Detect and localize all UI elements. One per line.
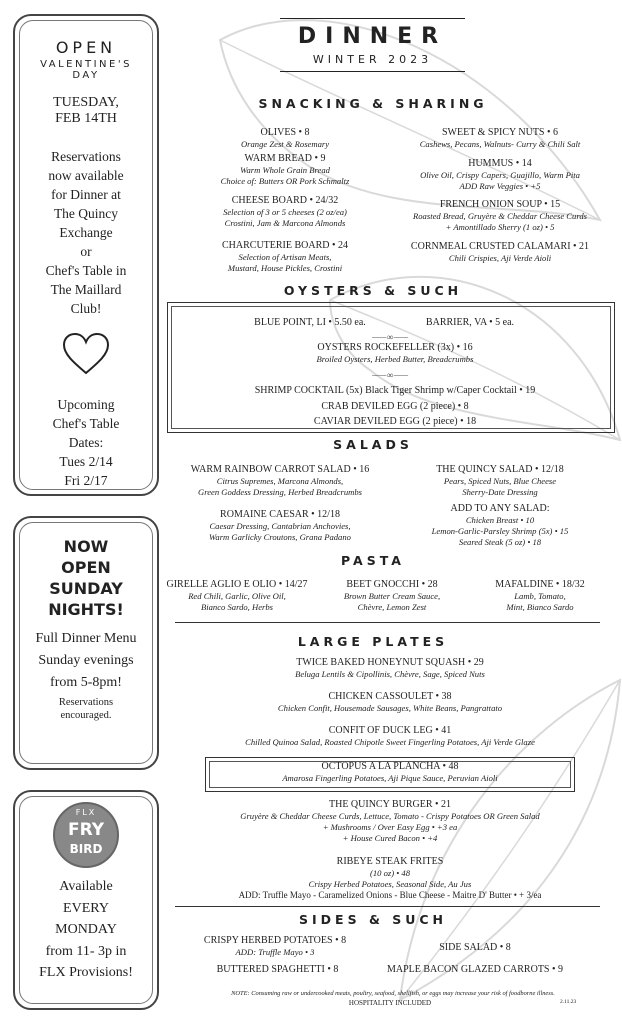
item-desc: Crostini, Jam & Marcona Almonds xyxy=(224,218,346,228)
item-name: FRENCH ONION SOUP • 15 xyxy=(439,199,561,210)
item-desc: Roasted Bread, Gruyère & Cheddar Cheese Curds xyxy=(413,211,587,221)
sunday-headline: NOW xyxy=(63,537,109,556)
item-desc: Crispy Herbed Potatoes, Seasonal Side, Au Jus xyxy=(308,879,472,889)
item-shrimp-cocktail: SHRIMP COCKTAIL (5x) Black Tiger Shrimp w/Caper Cocktail • 19 xyxy=(254,385,536,396)
menu-item xyxy=(185,153,385,187)
item-carrots: MAPLE BACON GLAZED CARROTS • 9 xyxy=(386,964,563,975)
section-title: LARGE PLATES xyxy=(297,634,449,649)
open-heading: OPEN xyxy=(55,38,117,57)
day-heading: DAY xyxy=(72,70,100,81)
item-desc: Seared Steak (5 oz) • 18 xyxy=(458,537,542,547)
item-desc: Cashews, Pecans, Walnuts- Curry & Chili Salt xyxy=(419,139,581,149)
valentines-panel xyxy=(13,14,159,496)
menu-item xyxy=(165,799,615,844)
item-name: SWEET & SPICY NUTS • 6 xyxy=(441,127,558,138)
item-name: GIRELLE AGLIO E OLIO • 14/27 xyxy=(166,579,308,590)
menu-item xyxy=(162,579,312,613)
menu-item xyxy=(185,240,385,274)
item-desc: Olive Oil, Crispy Capers, Guajillo, Warm Pita xyxy=(420,170,580,180)
item-name: MAFALDINE • 18/32 xyxy=(495,579,585,590)
item-desc: Chèvre, Lemon Zest xyxy=(357,602,427,612)
header-rule-top xyxy=(280,18,465,19)
footer-note: NOTE: Consuming raw or undercooked meats, poultry, seafood, shellfish, or eggs may increase your risk of foodborne illness. xyxy=(231,990,555,997)
item-caviar-egg: CAVIAR DEVILED EGG (2 piece) • 18 xyxy=(313,416,477,427)
item-name: ROMAINE CAESAR • 12/18 xyxy=(220,509,340,520)
oyster-bluepoint: BLUE POINT, LI • 5.50 ea. xyxy=(254,317,366,328)
menu-item xyxy=(400,503,600,548)
item-desc: (10 oz) • 48 xyxy=(369,868,410,878)
divider-ornament: ⸺∞⸺ xyxy=(371,332,409,342)
item-desc: Red Chili, Garlic, Olive Oil, xyxy=(188,591,286,601)
item-crab-egg: CRAB DEVILED EGG (2 piece) • 8 xyxy=(321,401,469,412)
item-desc: Broiled Oysters, Herbed Butter, Breadcrumbs xyxy=(316,354,474,364)
item-name: CHICKEN CASSOULET • 38 xyxy=(328,691,452,702)
menu-item xyxy=(470,579,610,613)
item-desc: ADD: Truffle Mayo - Caramelized Onions - Blue Cheese - Maitre D' Butter • + 3/ea xyxy=(238,890,542,900)
section-title: SIDES & SUCH xyxy=(299,912,447,927)
menu-item xyxy=(170,691,610,714)
sunday-headline: SUNDAY xyxy=(49,579,123,598)
section-title: OYSTERS & SUCH xyxy=(283,283,463,298)
event-date-line1: TUESDAY, xyxy=(53,95,119,110)
upcoming-line: Upcoming xyxy=(57,397,115,412)
item-desc: Amarosa Fingerling Potatoes, Aji Pique Sauce, Peruvian Aioli xyxy=(282,773,498,783)
item-desc: Chicken Confit, Housemade Sausages, White Beans, Pangrattato xyxy=(277,703,503,713)
item-name: CONFIT OF DUCK LEG • 41 xyxy=(328,725,452,736)
section-title: SALADS xyxy=(333,437,413,452)
item-desc: ADD: Truffle Mayo • 3 xyxy=(235,947,315,957)
item-desc: Selection of 3 or 5 cheeses (2 oz/ea) xyxy=(223,207,347,217)
promo-line: The Maillard xyxy=(50,282,122,297)
menu-item xyxy=(170,509,390,543)
menu-title: DINNER xyxy=(297,24,448,49)
menu-item xyxy=(170,657,610,680)
oyster-barrier: BARRIER, VA • 5 ea. xyxy=(425,317,515,328)
section-title: PASTA xyxy=(341,553,405,568)
frybird-body: MONDAY xyxy=(55,922,117,937)
item-desc: + Mushrooms / Over Easy Egg • +3 ea xyxy=(322,822,458,832)
item-desc: Gruyère & Cheddar Cheese Curds, Lettuce, Tomato - Crispy Potatoes OR Green Salad xyxy=(240,811,540,821)
frybird-logo xyxy=(53,802,119,868)
item-name: OLIVES • 8 xyxy=(260,127,310,138)
sunday-body: Full Dinner Menu xyxy=(35,631,137,646)
event-date-line2: FEB 14TH xyxy=(55,111,117,126)
sunday-note: encouraged. xyxy=(60,710,112,721)
section-title: SNACKING & SHARING xyxy=(258,96,488,111)
logo-text: BIRD xyxy=(69,842,103,856)
promo-line: Club! xyxy=(70,301,102,316)
header-rule-bottom xyxy=(280,71,465,72)
item-name: WARM BREAD • 9 xyxy=(244,153,326,164)
footer-date: 2.11.23 xyxy=(560,999,577,1005)
logo-text: FRY xyxy=(67,820,105,840)
upcoming-line: Dates: xyxy=(68,435,104,450)
item-name: ADD TO ANY SALAD: xyxy=(450,503,550,514)
sunday-note: Reservations xyxy=(58,697,114,708)
frybird-body: from 11- 3p in xyxy=(45,943,127,959)
item-desc: Mint, Bianco Sardo xyxy=(506,602,574,612)
menu-item xyxy=(180,935,370,958)
logo-text: FLX xyxy=(75,808,97,817)
item-desc: Chilled Quinoa Salad, Roasted Chipotle Sweet Fingerling Potatoes, Aji Verde Glaze xyxy=(245,737,535,747)
menu-subtitle: WINTER 2023 xyxy=(312,53,433,66)
item-desc: Chicken Breast • 10 xyxy=(465,515,535,525)
item-desc: Caesar Dressing, Cantabrian Anchovies, xyxy=(209,521,351,531)
item-name: WARM RAINBOW CARROT SALAD • 16 xyxy=(190,464,370,475)
menu-item xyxy=(385,127,615,150)
item-desc: Lemon-Garlic-Parsley Shrimp (5x) • 15 xyxy=(431,526,569,536)
promo-line: or xyxy=(80,244,92,259)
menu-item xyxy=(200,342,590,365)
section-rule xyxy=(175,906,600,907)
sunday-body: from 5-8pm! xyxy=(50,675,122,690)
menu-item xyxy=(170,464,390,498)
heart-icon xyxy=(61,332,111,376)
item-name: CHARCUTERIE BOARD • 24 xyxy=(221,240,348,251)
menu-item xyxy=(205,761,575,784)
promo-line: for Dinner at xyxy=(51,187,121,202)
promo-line: The Quincy xyxy=(53,206,119,221)
item-name: CORNMEAL CRUSTED CALAMARI • 21 xyxy=(410,241,590,252)
item-desc: Chili Crispies, Aji Verde Aioli xyxy=(448,253,552,263)
promo-line: Exchange xyxy=(59,225,113,240)
item-desc: + House Cured Bacon • +4 xyxy=(342,833,438,843)
item-name: THE QUINCY SALAD • 12/18 xyxy=(436,464,564,475)
menu-item xyxy=(400,464,600,498)
promo-line: now available xyxy=(48,168,124,183)
item-side-salad: SIDE SALAD • 8 xyxy=(439,942,511,953)
promo-line: Reservations xyxy=(51,149,121,164)
menu-item xyxy=(185,195,385,229)
upcoming-line: Fri 2/17 xyxy=(64,473,108,488)
section-rule xyxy=(175,622,600,623)
menu-item xyxy=(385,199,615,233)
item-name: BEET GNOCCHI • 28 xyxy=(346,579,438,590)
menu-item xyxy=(170,725,610,748)
item-spaghetti: BUTTERED SPAGHETTI • 8 xyxy=(216,964,339,975)
item-name: OCTOPUS A LA PLANCHA • 48 xyxy=(321,761,459,772)
menu-item xyxy=(185,127,385,150)
menu-item xyxy=(385,158,615,192)
sunday-headline: OPEN xyxy=(61,558,111,577)
frybird-body: FLX Provisions! xyxy=(39,965,133,980)
item-desc: Citrus Supremes, Marcona Almonds, xyxy=(216,476,344,486)
item-name: TWICE BAKED HONEYNUT SQUASH • 29 xyxy=(296,657,484,668)
item-name: THE QUINCY BURGER • 21 xyxy=(328,799,452,810)
menu-item xyxy=(385,241,615,264)
item-name: CHEESE BOARD • 24/32 xyxy=(231,195,339,206)
footer-hospitality: HOSPITALITY INCLUDED xyxy=(348,999,432,1007)
item-desc: Beluga Lentils & Cipollinis, Chèvre, Sage, Spiced Nuts xyxy=(295,669,485,679)
sunday-panel xyxy=(13,516,159,770)
item-name: RIBEYE STEAK FRITES xyxy=(336,856,444,867)
sunday-headline: NIGHTS! xyxy=(48,600,124,619)
upcoming-line: Chef's Table xyxy=(52,416,120,431)
item-desc: Green Goddess Dressing, Herbed Breadcrumbs xyxy=(198,487,362,497)
frybird-panel xyxy=(13,790,159,1010)
frybird-body: Available xyxy=(59,879,113,894)
item-desc: Selection of Artisan Meats, xyxy=(238,252,332,262)
item-name: CRISPY HERBED POTATOES • 8 xyxy=(203,935,347,946)
item-desc: Pears, Spiced Nuts, Blue Cheese xyxy=(443,476,557,486)
item-desc: Sherry-Date Dressing xyxy=(462,487,538,497)
item-desc: Bianco Sardo, Herbs xyxy=(200,602,273,612)
item-desc: Brown Butter Cream Sauce, xyxy=(343,591,441,601)
item-desc: + Amontillado Sherry (1 oz) • 5 xyxy=(445,222,555,232)
valentines-heading: VALENTINE'S xyxy=(40,59,132,70)
item-desc: Lamb, Tomato, xyxy=(514,591,566,601)
item-name: OYSTERS ROCKEFELLER (3x) • 16 xyxy=(317,342,473,353)
item-desc: ADD Raw Veggies • +5 xyxy=(459,181,541,191)
upcoming-line: Tues 2/14 xyxy=(59,454,113,469)
item-desc: Warm Whole Grain Bread xyxy=(240,165,330,175)
item-desc: Mustard, House Pickles, Crostini xyxy=(227,263,343,273)
divider-ornament: ⸺∞⸺ xyxy=(371,370,409,380)
frybird-body: EVERY xyxy=(63,900,109,916)
menu-item xyxy=(322,579,462,613)
menu-item xyxy=(165,856,615,901)
item-name: HUMMUS • 14 xyxy=(468,158,532,169)
promo-line: Chef's Table in xyxy=(45,263,127,278)
item-desc: Warm Garlicky Croutons, Grana Padano xyxy=(209,532,351,542)
item-desc: Orange Zest & Rosemary xyxy=(240,139,330,149)
item-desc: Choice of: Butters OR Pork Schmaltz xyxy=(220,176,350,186)
sunday-body: Sunday evenings xyxy=(38,653,134,668)
